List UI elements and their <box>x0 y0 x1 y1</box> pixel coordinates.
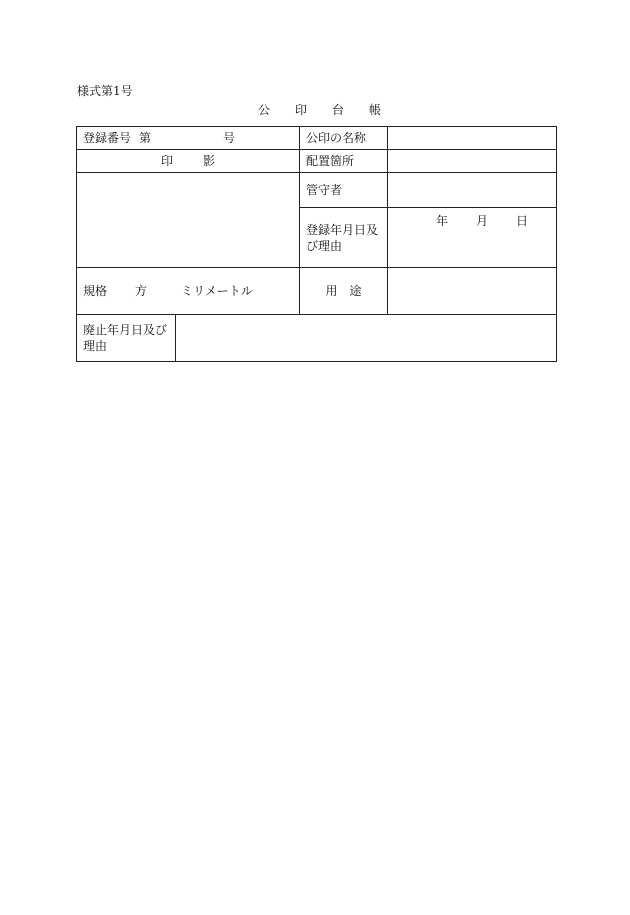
title-char: 帳 <box>369 103 382 117</box>
location-value[interactable] <box>388 150 557 173</box>
registration-number-label: 登録番号 <box>83 131 132 145</box>
seal-impression-header <box>77 150 300 173</box>
spec-square: 方 <box>135 284 148 298</box>
date-month-label: 月 <box>475 214 488 228</box>
seal-impression-area[interactable] <box>77 173 300 268</box>
date-year-label: 年 <box>435 214 448 228</box>
title-char: 公 <box>258 103 271 117</box>
abolition-date-reason-value[interactable] <box>176 315 557 362</box>
custodian-value[interactable] <box>388 173 557 208</box>
registration-number-suffix: 号 <box>223 131 236 145</box>
seal-impression-label-2: 影 <box>203 154 216 168</box>
date-day-label: 日 <box>516 214 529 228</box>
custodian-label: 管守者 <box>300 173 388 208</box>
purpose-value[interactable] <box>388 268 557 315</box>
purpose-label <box>300 268 388 315</box>
spec-label: 規格 <box>83 284 108 298</box>
page-title <box>258 103 381 117</box>
abolition-date-reason-label: 廃止年月日及び理由 <box>77 315 176 362</box>
seal-impression-label-1: 印 <box>160 154 173 168</box>
spec-unit: ミリメートル <box>181 284 253 298</box>
seal-name-value[interactable] <box>388 127 557 150</box>
location-label: 配置箇所 <box>300 150 388 173</box>
form-number: 様式第1号 <box>77 84 133 98</box>
title-char: 印 <box>295 103 308 117</box>
registration-date-value[interactable] <box>388 208 557 268</box>
title-char: 台 <box>332 103 345 117</box>
registration-number-prefix: 第 <box>139 131 152 145</box>
purpose-label-1: 用 <box>325 284 338 298</box>
seal-name-label: 公印の名称 <box>300 127 388 150</box>
registration-date-reason-label: 登録年月日及び理由 <box>300 208 388 268</box>
purpose-label-2: 途 <box>349 284 362 298</box>
registration-number-cell <box>77 127 300 150</box>
spec-cell <box>77 268 300 315</box>
seal-register-table <box>76 126 557 362</box>
